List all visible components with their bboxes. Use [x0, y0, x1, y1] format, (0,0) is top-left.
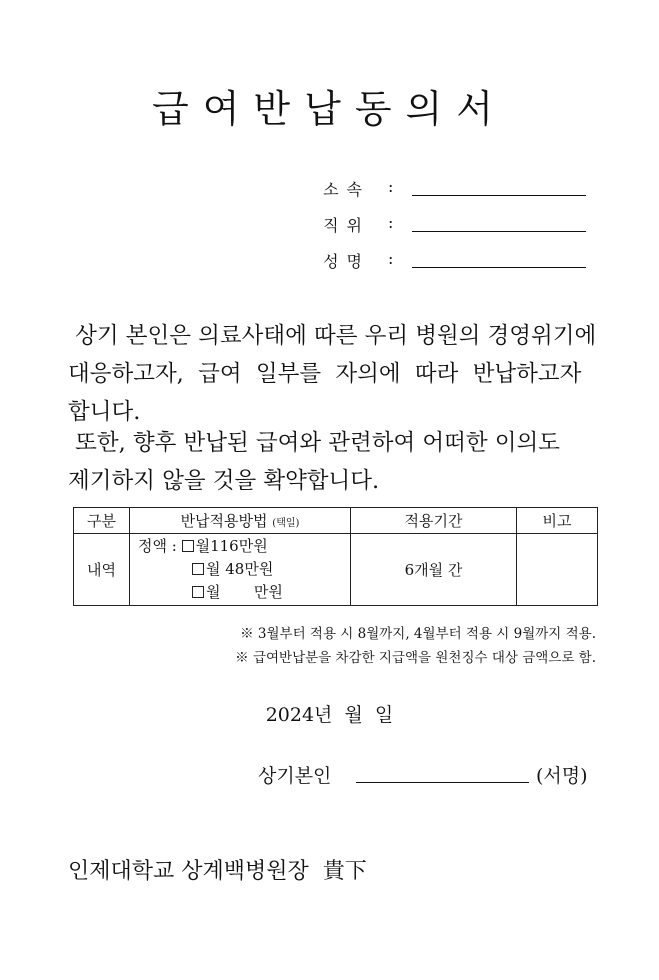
consent-paragraph-2 [68, 424, 608, 500]
signature-line[interactable] [356, 782, 529, 783]
affiliation-field [290, 175, 590, 205]
position-colon: : [388, 213, 394, 232]
position-blank-line[interactable] [412, 231, 586, 232]
affiliation-colon: : [388, 177, 394, 196]
document-title: 급여반납동의서 [152, 87, 507, 131]
name-label: 성명 [323, 252, 370, 271]
method-options [130, 534, 351, 606]
name-field [290, 247, 590, 277]
name-colon: : [388, 249, 394, 268]
paragraph-line: 제기하지 않을 것을 확약합니다. [68, 468, 380, 494]
signature-suffix: (서명) [536, 765, 588, 787]
note-2: ※ 급여반납분을 차감한 지급액을 원천징수 대상 금액으로 함. [235, 650, 596, 666]
header-method-tag: (택일) [272, 518, 300, 529]
header-method-label: 반납적용방법 [180, 512, 268, 530]
recipient: 인제대학교 상계백병원장 貴下 [68, 859, 367, 884]
option-label-2: 월 48만원 [206, 560, 274, 578]
method-prefix: 정액 : [138, 537, 177, 555]
name-blank-line[interactable] [412, 267, 586, 268]
header-period: 적용기간 [351, 508, 517, 534]
paragraph-line: 상기 본인은 의료사태에 따른 우리 병원의 경영위기에 [68, 323, 597, 349]
option-checkbox-1[interactable] [182, 540, 194, 552]
header-method [130, 508, 351, 534]
position-label: 직위 [323, 216, 370, 235]
paragraph-line: 합니다. [68, 399, 141, 425]
return-plan-table [73, 507, 598, 606]
period-value: 6개월 간 [351, 534, 517, 606]
paragraph-line: 또한, 향후 반납된 급여와 관련하여 어떠한 이의도 [68, 430, 560, 456]
header-remark: 비고 [517, 508, 598, 534]
paragraph-line: 대응하고자, 급여 일부를 자의에 따라 반납하고자 [68, 361, 582, 387]
option-label-3: 월 만원 [206, 583, 283, 601]
option-checkbox-2[interactable] [192, 563, 204, 575]
affiliation-label: 소속 [323, 180, 370, 199]
date-line: 2024년 월 일 [265, 704, 394, 726]
row-label: 내역 [74, 534, 130, 606]
signer-label: 상기본인 [258, 765, 332, 787]
consent-paragraph-1 [68, 317, 608, 431]
header-category: 구분 [74, 508, 130, 534]
position-field [290, 211, 590, 241]
option-checkbox-3[interactable] [192, 586, 204, 598]
remark-value[interactable] [517, 534, 598, 606]
option-label-1: 월116만원 [195, 537, 268, 555]
affiliation-blank-line[interactable] [412, 195, 586, 196]
note-1: ※ 3월부터 적용 시 8월까지, 4월부터 적용 시 9월까지 적용. [240, 626, 596, 642]
